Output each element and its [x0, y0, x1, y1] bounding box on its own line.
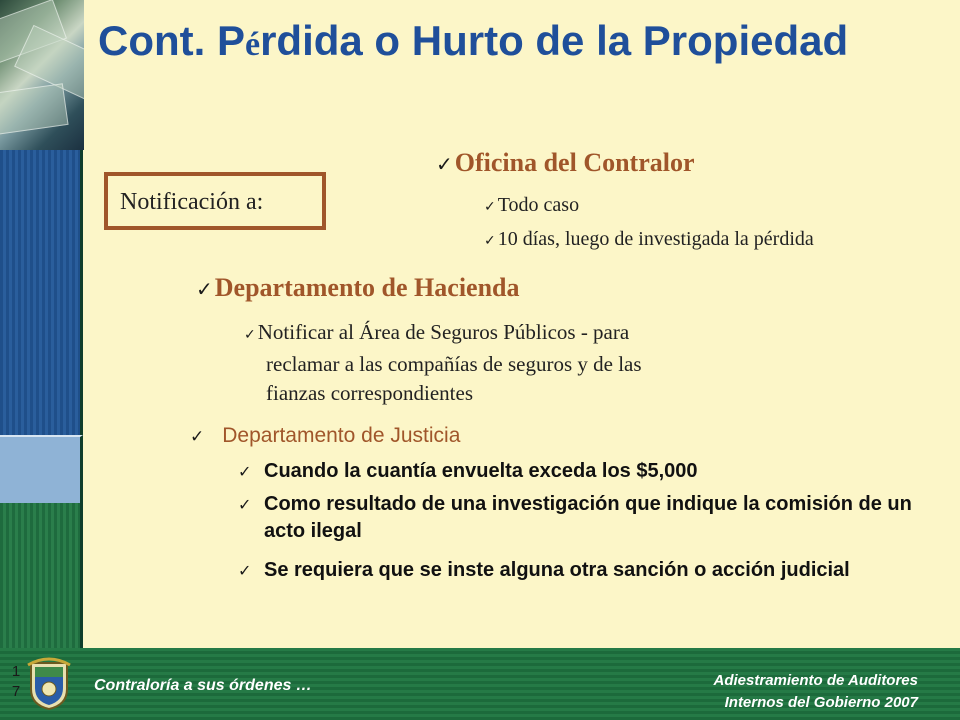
- justicia-item: ✓ Como resultado de una investigación que indique la comisión de un acto ilegal: [238, 493, 912, 542]
- notification-label: Notificación a:: [120, 189, 264, 215]
- check-icon: ✓: [238, 495, 252, 514]
- oficina-heading: ✓Oficina del Contralor: [436, 148, 695, 177]
- justicia-item: ✓ Se requiera que se inste alguna otra sanción o acción judicial: [238, 557, 938, 584]
- justicia-item: ✓ Cuando la cuantía envuelta exceda los $5,000: [238, 458, 938, 485]
- oficina-item: ✓ Todo caso: [484, 194, 580, 216]
- hacienda-item: ✓Notificar al Área de Seguros Públicos - para reclamar a las compañías de seguros y de las fianzas correspondientes: [244, 320, 642, 405]
- notification-box: [104, 172, 326, 230]
- check-icon: ✓: [190, 427, 205, 447]
- hacienda-heading: ✓Departamento de Hacienda: [196, 273, 520, 302]
- check-icon: ✓: [244, 327, 256, 343]
- left-decorative-strip: [0, 0, 84, 650]
- check-icon: ✓: [436, 152, 453, 176]
- blue-light-band: [0, 435, 83, 505]
- money-photo: [0, 0, 84, 150]
- check-icon: ✓: [238, 561, 252, 580]
- check-icon: ✓: [484, 199, 496, 215]
- justicia-heading: ✓ Departamento de Justicia: [190, 424, 461, 447]
- green-band: [0, 503, 83, 648]
- check-icon: ✓: [484, 233, 496, 249]
- footer-motto: Contraloría a sus órdenes …: [94, 677, 312, 694]
- page-number: 1 7: [11, 663, 21, 700]
- oficina-item: ✓ 10 días, luego de investigada la pérdida: [484, 228, 814, 250]
- blue-dark-band: [0, 150, 83, 435]
- government-seal-icon: [26, 655, 72, 711]
- check-icon: ✓: [196, 277, 213, 301]
- check-icon: ✓: [238, 462, 252, 481]
- footer-course-info: Adiestramiento de Auditores Internos del Gobierno 2007: [713, 672, 918, 711]
- slide-title: Cont. Pérdida o Hurto de la Propiedad: [98, 17, 849, 64]
